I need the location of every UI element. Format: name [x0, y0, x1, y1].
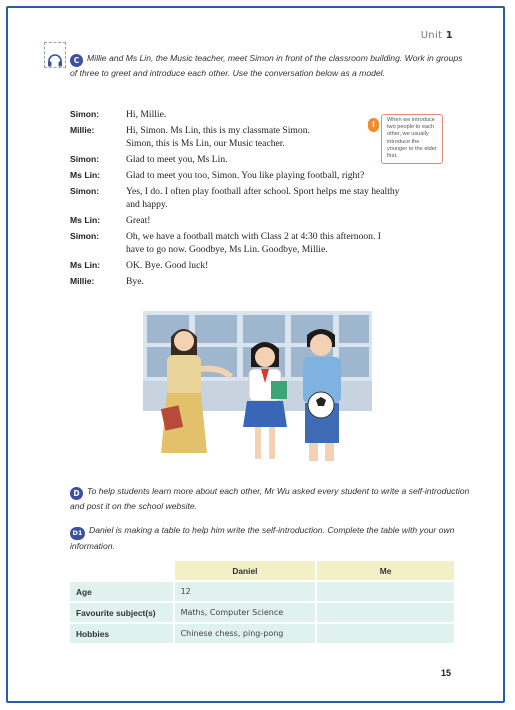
info-table — [68, 559, 456, 645]
dialogue-line — [70, 169, 470, 182]
column-header-me: Me — [317, 561, 454, 580]
speaker: Ms Lin: — [70, 215, 101, 225]
table-row — [70, 624, 454, 643]
headphones-icon — [47, 53, 63, 67]
speaker: Simon: — [70, 154, 100, 164]
speech: Yes, I do. I often play football after school. Sport helps me stay healthy and happy. — [126, 186, 400, 210]
daniel-cell: Maths, Computer Science — [175, 603, 316, 622]
dialogue-line — [70, 259, 470, 272]
tip-text: When we introduce two people to each other, we usually introduce the younger to the elder first. — [387, 117, 437, 160]
speech: Glad to meet you, Ms Lin. — [126, 154, 228, 165]
section-d1-text: Daniel is making a table to help him write the self-introduction. Complete the table with your own information. — [70, 525, 455, 551]
section-d1-instruction — [70, 524, 470, 553]
dialogue-line — [70, 214, 470, 227]
row-label: Age — [70, 582, 173, 601]
table-row — [70, 603, 454, 622]
speaker: Simon: — [70, 231, 100, 241]
table-row — [70, 582, 454, 601]
me-cell[interactable] — [317, 603, 454, 622]
unit-label — [421, 30, 453, 41]
speech: Oh, we have a football match with Class 2 at 4:30 this afternoon. I have to go now. Goodbye, Ms Lin. Goodbye, Millie. — [126, 231, 381, 255]
unit-number: 1 — [445, 30, 453, 41]
section-c-instruction — [70, 52, 470, 80]
speaker: Millie: — [70, 276, 95, 286]
speaker: Ms Lin: — [70, 260, 101, 270]
table-corner — [70, 561, 173, 580]
me-cell[interactable] — [317, 582, 454, 601]
row-label: Favourite subject(s) — [70, 603, 173, 622]
speech: Hi, Millie. — [126, 109, 167, 120]
tip-icon: i — [368, 118, 379, 132]
daniel-cell: Chinese chess, ping-pong — [175, 624, 316, 643]
speaker: Millie: — [70, 125, 95, 135]
speaker: Simon: — [70, 186, 100, 196]
speech: OK. Bye. Good luck! — [126, 260, 209, 271]
daniel-cell: 12 — [175, 582, 316, 601]
speaker: Ms Lin: — [70, 170, 101, 180]
speech: Bye. — [126, 276, 144, 287]
speech: Great! — [126, 215, 151, 226]
students-teacher-illustration — [143, 307, 372, 467]
section-d-instruction — [70, 485, 470, 513]
section-d1-badge: D1 — [70, 527, 85, 540]
dialogue-line — [70, 230, 470, 256]
speech: Glad to meet you too, Simon. You like playing football, right? — [126, 170, 365, 181]
tip-box — [381, 114, 443, 164]
section-d-badge: D — [70, 487, 83, 500]
section-c-text: Millie and Ms Lin, the Music teacher, meet Simon in front of the classroom building. Work in groups of three to greet and introduce each other. Use the conversation below as a model. — [70, 53, 463, 78]
page-number: 15 — [440, 668, 451, 678]
unit-word: Unit — [420, 30, 443, 41]
speaker: Simon: — [70, 109, 100, 119]
speech: Hi, Simon. Ms Lin, this is my classmate Simon. Simon, this is Ms Lin, our Music teacher. — [126, 125, 310, 149]
section-c-badge: C — [70, 54, 83, 67]
dialogue-line — [70, 185, 470, 211]
audio-headphones-icon[interactable] — [44, 42, 66, 68]
me-cell[interactable] — [317, 624, 454, 643]
dialogue-line — [70, 275, 470, 288]
section-d-text: To help students learn more about each other, Mr Wu asked every student to write a self-introduction and post it on the school website. — [70, 486, 470, 511]
row-label: Hobbies — [70, 624, 173, 643]
column-header-daniel: Daniel — [175, 561, 316, 580]
